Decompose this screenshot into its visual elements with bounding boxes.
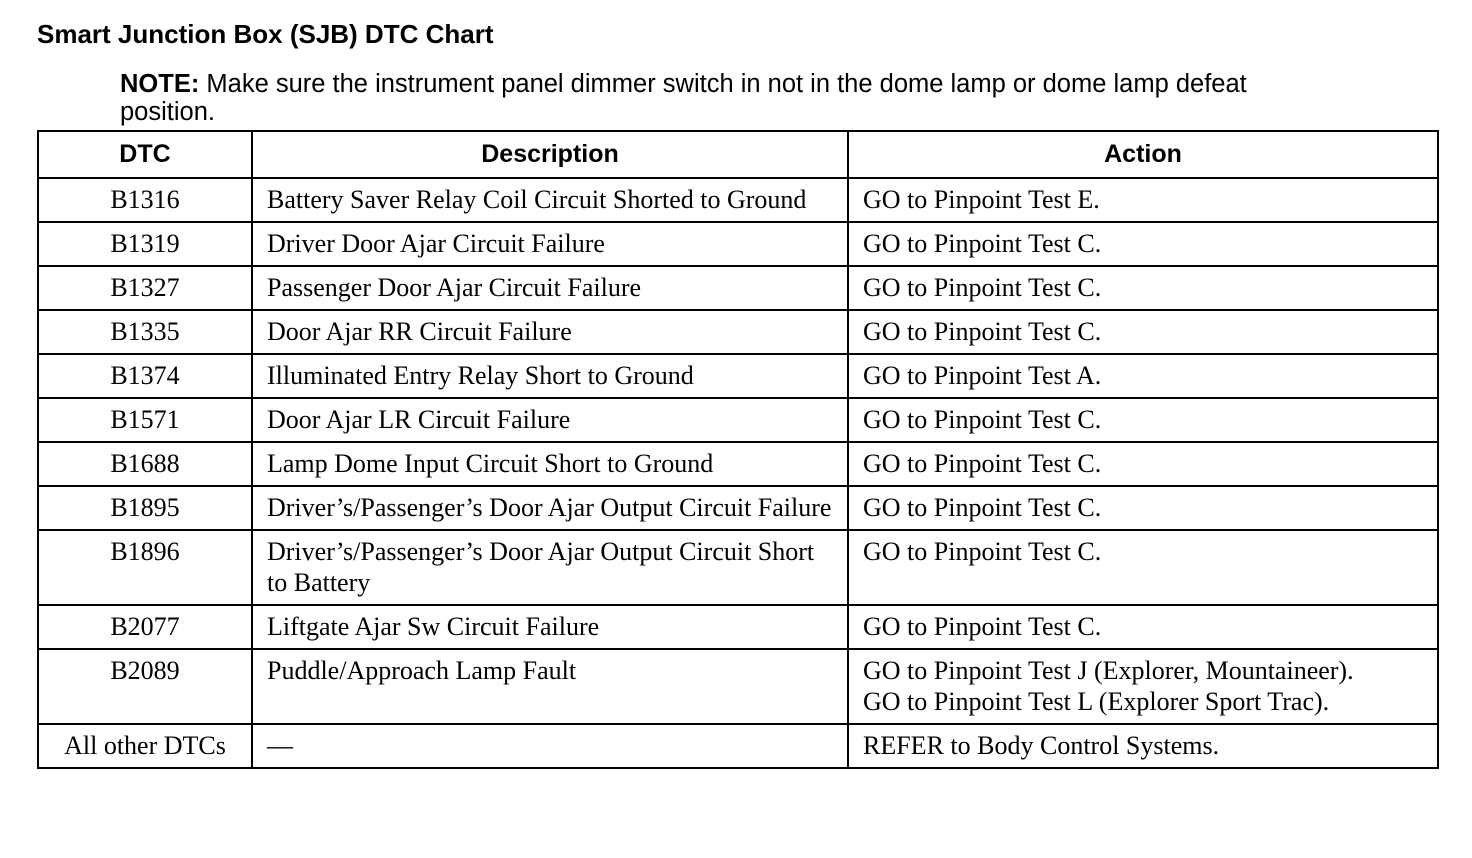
dtc-action bbox=[848, 222, 1438, 266]
page-title: Smart Junction Box (SJB) DTC Chart bbox=[37, 19, 494, 49]
table-row bbox=[38, 442, 1438, 486]
dtc-action bbox=[848, 442, 1438, 486]
dtc-action bbox=[848, 605, 1438, 649]
action-line: GO to Pinpoint Test C. bbox=[863, 405, 1102, 434]
table-row bbox=[38, 530, 1438, 605]
dtc-description: Passenger Door Ajar Circuit Failure bbox=[252, 266, 848, 310]
action-line: GO to Pinpoint Test L (Explorer Sport Trac). bbox=[863, 687, 1330, 716]
dtc-action bbox=[848, 530, 1438, 605]
action-line: GO to Pinpoint Test A. bbox=[863, 361, 1102, 390]
action-line: GO to Pinpoint Test C. bbox=[863, 537, 1102, 566]
dtc-code: B1688 bbox=[38, 442, 252, 486]
dtc-code: B1896 bbox=[38, 530, 252, 605]
dtc-action bbox=[848, 178, 1438, 222]
dtc-table bbox=[37, 130, 1439, 769]
dtc-description: Liftgate Ajar Sw Circuit Failure bbox=[252, 605, 848, 649]
dtc-description: Driver Door Ajar Circuit Failure bbox=[252, 222, 848, 266]
table-row bbox=[38, 266, 1438, 310]
dtc-description: Door Ajar RR Circuit Failure bbox=[252, 310, 848, 354]
dtc-code: B1327 bbox=[38, 266, 252, 310]
dtc-code: B1374 bbox=[38, 354, 252, 398]
note-label: NOTE: bbox=[120, 70, 200, 98]
header-dtc: DTC bbox=[38, 131, 252, 178]
dtc-action bbox=[848, 486, 1438, 530]
dtc-action bbox=[848, 310, 1438, 354]
note bbox=[120, 70, 1340, 126]
table-row bbox=[38, 724, 1438, 768]
action-line: GO to Pinpoint Test J (Explorer, Mountaineer). bbox=[863, 656, 1354, 685]
action-line: GO to Pinpoint Test C. bbox=[863, 612, 1102, 641]
dtc-action bbox=[848, 724, 1438, 768]
dtc-description: Battery Saver Relay Coil Circuit Shorted to Ground bbox=[252, 178, 848, 222]
action-line: GO to Pinpoint Test C. bbox=[863, 273, 1102, 302]
table-row bbox=[38, 486, 1438, 530]
dtc-action bbox=[848, 354, 1438, 398]
table-row bbox=[38, 354, 1438, 398]
dtc-description: Illuminated Entry Relay Short to Ground bbox=[252, 354, 848, 398]
dtc-code: B2089 bbox=[38, 649, 252, 724]
dtc-action bbox=[848, 398, 1438, 442]
dtc-action bbox=[848, 649, 1438, 724]
header-action: Action bbox=[848, 131, 1438, 178]
dtc-code: All other DTCs bbox=[38, 724, 252, 768]
dtc-description: — bbox=[252, 724, 848, 768]
header-description: Description bbox=[252, 131, 848, 178]
action-line: GO to Pinpoint Test C. bbox=[863, 317, 1102, 346]
dtc-code: B1895 bbox=[38, 486, 252, 530]
table-row bbox=[38, 178, 1438, 222]
table-row bbox=[38, 310, 1438, 354]
dtc-description: Door Ajar LR Circuit Failure bbox=[252, 398, 848, 442]
action-line: REFER to Body Control Systems. bbox=[863, 731, 1220, 760]
action-line: GO to Pinpoint Test C. bbox=[863, 229, 1102, 258]
table-row bbox=[38, 222, 1438, 266]
dtc-description: Driver’s/Passenger’s Door Ajar Output Circuit Failure bbox=[252, 486, 848, 530]
note-text: Make sure the instrument panel dimmer switch in not in the dome lamp or dome lamp defeat position. bbox=[120, 70, 1247, 126]
dtc-code: B1319 bbox=[38, 222, 252, 266]
table-row bbox=[38, 398, 1438, 442]
dtc-description: Puddle/Approach Lamp Fault bbox=[252, 649, 848, 724]
action-line: GO to Pinpoint Test C. bbox=[863, 493, 1102, 522]
table-row bbox=[38, 605, 1438, 649]
table-body bbox=[38, 178, 1438, 768]
table-row bbox=[38, 649, 1438, 724]
dtc-code: B2077 bbox=[38, 605, 252, 649]
dtc-code: B1571 bbox=[38, 398, 252, 442]
dtc-description: Driver’s/Passenger’s Door Ajar Output Circuit Short to Battery bbox=[252, 530, 848, 605]
dtc-description: Lamp Dome Input Circuit Short to Ground bbox=[252, 442, 848, 486]
action-line: GO to Pinpoint Test E. bbox=[863, 185, 1100, 214]
action-line: GO to Pinpoint Test C. bbox=[863, 449, 1102, 478]
dtc-code: B1316 bbox=[38, 178, 252, 222]
dtc-action bbox=[848, 266, 1438, 310]
dtc-code: B1335 bbox=[38, 310, 252, 354]
table-header-row bbox=[38, 131, 1438, 178]
